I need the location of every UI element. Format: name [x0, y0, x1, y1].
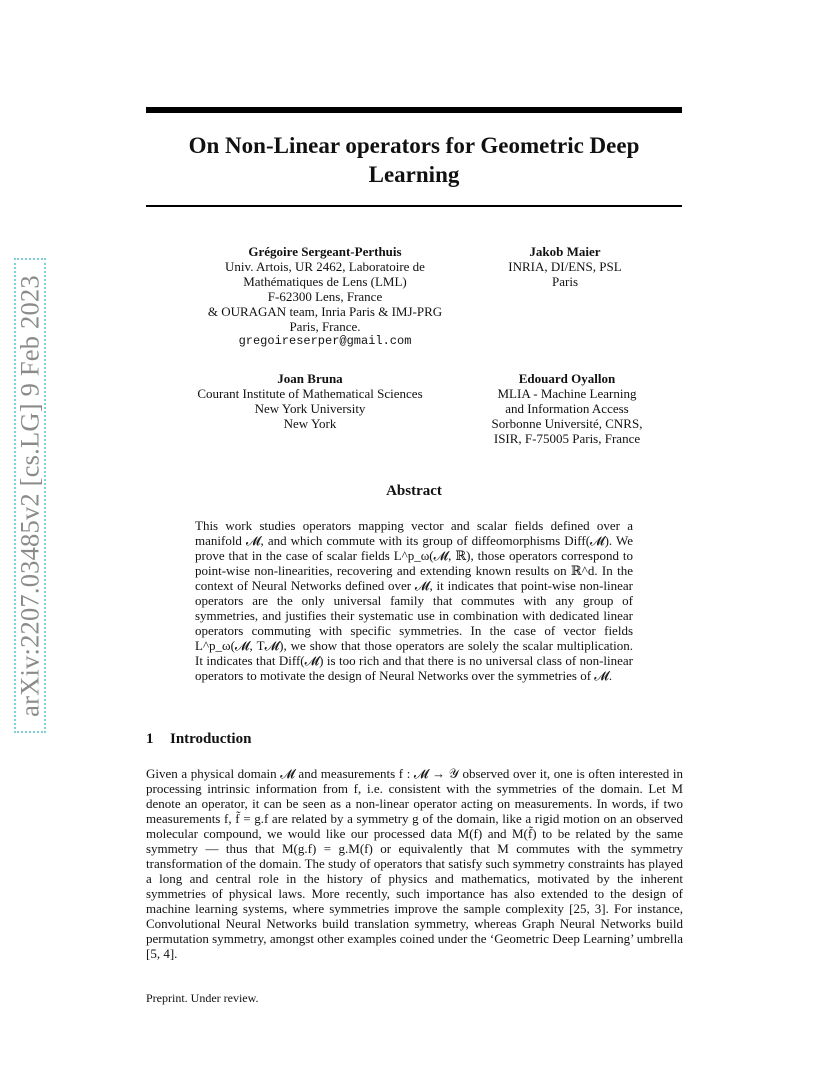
affiliation-line: ISIR, F-75005 Paris, France	[493, 431, 641, 446]
affiliation-line: Courant Institute of Mathematical Sciences	[197, 386, 423, 401]
author-block-bruna	[178, 371, 442, 431]
footer-note: Preprint. Under review.	[146, 991, 259, 1005]
affiliation-line: MLIA - Machine Learning	[497, 386, 637, 401]
affiliation-line: & OURAGAN team, Inria Paris & IMJ-PRG	[207, 304, 443, 319]
author-block-sergeant-perthuis	[186, 244, 464, 349]
affiliation-line: New York University	[254, 401, 366, 416]
author-name: Joan Bruna	[277, 371, 343, 386]
title-top-rule	[146, 107, 682, 113]
affiliation-line: Sorbonne Université, CNRS,	[491, 416, 643, 431]
abstract-heading: Abstract	[386, 483, 442, 499]
author-block-maier	[470, 244, 660, 289]
arxiv-identifier[interactable]: arXiv:2207.03485v2 [cs.LG] 9 Feb 2023	[14, 275, 45, 717]
affiliation-line: Mathématiques de Lens (LML)	[243, 274, 407, 289]
author-email[interactable]: gregoireserper@gmail.com	[238, 334, 412, 348]
title-bottom-rule	[146, 205, 682, 207]
affiliation-line: F-62300 Lens, France	[267, 289, 383, 304]
affiliation-line: New York	[283, 416, 337, 431]
author-block-oyallon	[462, 371, 672, 446]
affiliation-line: Paris, France.	[289, 319, 361, 334]
affiliation-line: INRIA, DI/ENS, PSL	[508, 259, 622, 274]
section-number: 1	[146, 731, 154, 747]
author-name: Jakob Maier	[529, 244, 601, 259]
paper-title: On Non-Linear operators for Geometric Deep Learning	[188, 133, 640, 187]
affiliation-line: Univ. Artois, UR 2462, Laboratoire de	[225, 259, 425, 274]
affiliation-line: Paris	[552, 274, 578, 289]
arxiv-stamp	[0, 0, 60, 1072]
author-name: Edouard Oyallon	[518, 371, 616, 386]
section-heading	[146, 731, 251, 748]
affiliation-line: and Information Access	[505, 401, 629, 416]
abstract-text: This work studies operators mapping vector and scalar fields defined over a manifold 𝓜, and which commute with its group of diffeomorphisms Diff(𝓜). We prove that in the case of scalar fields L^p_ω(𝓜, ℝ), those operators correspond to point-wise non-linearities, recovering and extending known results on ℝ^d. In the context of Neural Networks defined over 𝓜, it indicates that point-wise non-linear operators are the only universal family that commutes with any group of symmetries, and justifies their systematic use in combination with dedicated linear operators commuting with specific symmetries. In the case of vector fields L^p_ω(𝓜, T𝓜), we show that those operators are solely the scalar multiplication. It indicates that Diff(𝓜) is too rich and that there is no universal class of non-linear operators to motivate the design of Neural Networks over the symmetries of 𝓜.	[195, 518, 633, 683]
section-title: Introduction	[170, 731, 252, 747]
introduction-text: Given a physical domain 𝓜 and measurements f : 𝓜 → 𝒴 observed over it, one is often interested in processing intrinsic information from f, i.e. consistent with the symmetries of the domain. Let M denote an operator, it can be seen as a non-linear operator acting on measurements. In words, if two measurements f, f̃ = g.f are related by a symmetry g of the domain, like a rigid motion on an observed molecular compound, we would like our processed data M(f) and M(f̃) to be related by the same symmetry — thus that M(g.f) = g.M(f) or equivalently that M commutes with the symmetry transformation of the domain. The study of operators that satisfy such symmetry constraints has played a long and central role in the history of physics and mathematics, motivated by the inherent symmetries of physical laws. More recently, such importance has also extended to the design of machine learning systems, where symmetries improve the sample complexity [25, 3]. For instance, Convolutional Neural Networks build translation symmetry, whereas Graph Neural Networks build permutation symmetry, amongst other examples coined under the ‘Geometric Deep Learning’ umbrella [5, 4].	[146, 766, 683, 961]
author-name: Grégoire Sergeant-Perthuis	[248, 244, 402, 259]
